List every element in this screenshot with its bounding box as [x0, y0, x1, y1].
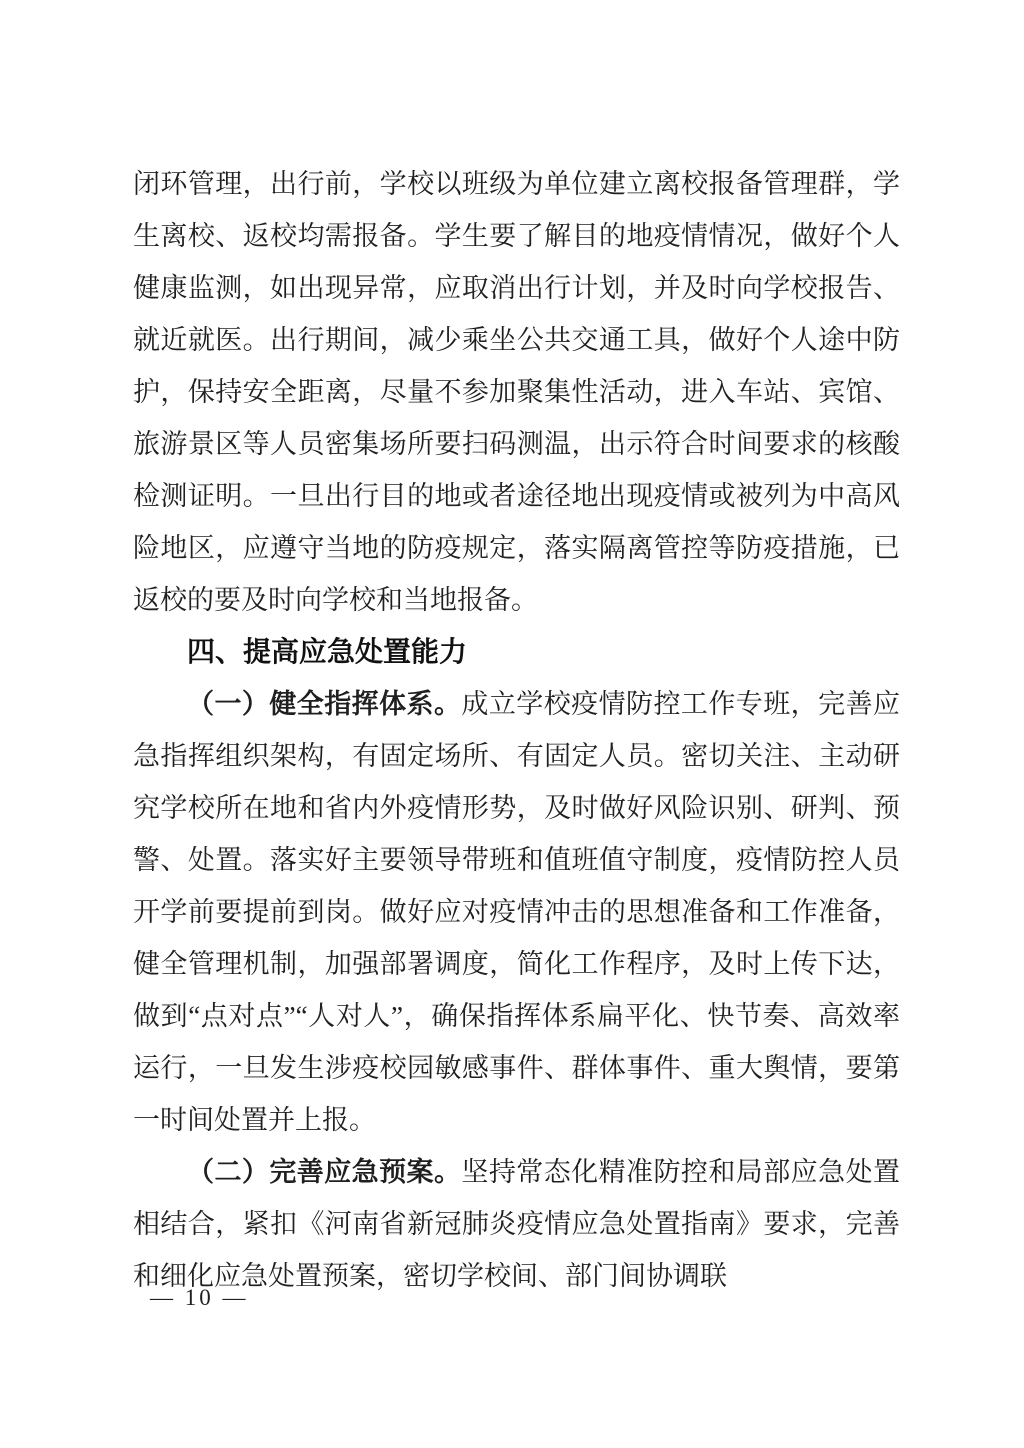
page-number: — 10 — [150, 1285, 249, 1310]
paragraph-lead-label: （一）健全指挥体系。 [187, 689, 462, 719]
paragraph-emergency-plan [133, 1146, 900, 1302]
section-heading-emergency-response: 四、提高应急处置能力 [187, 636, 468, 667]
paragraph-travel-management: 闭环管理，出行前，学校以班级为单位建立离校报备管理群，学生离校、返校均需报备。学生要了解目的地疫情情况，做好个人健康监测，如出现异常，应取消出行计划，并及时向学校报告、就近就医。出行期间，减少乘坐公共交通工具，做好个人途中防护，保持安全距离，尽量不参加聚集性活动，进入车站、宾馆、旅游景区等人员密集场所要扫码测温，出示符合时间要求的核酸检测证明。一旦出行目的地或者途径地出现疫情或被列为中高风险地区，应遵守当地的防疫规定，落实隔离管控等防疫措施，已返校的要及时向学校和当地报备。 [133, 169, 900, 615]
paragraph-command-system [133, 678, 900, 1146]
paragraph-lead-label: （二）完善应急预案。 [187, 1157, 462, 1187]
paragraph-text: 成立学校疫情防控工作专班，完善应急指挥组织架构，有固定场所、有固定人员。密切关注、主动研究学校所在地和省内外疫情形势，及时做好风险识别、研判、预警、处置。落实好主要领导带班和值班值守制度，疫情防控人员开学前要提前到岗。做好应对疫情冲击的思想准备和工作准备，健全管理机制，加强部署调度，简化工作程序，及时上传下达，做到“点对点”“人对人”，确保指挥体系扁平化、快节奏、高效率运行，一旦发生涉疫校园敏感事件、群体事件、重大舆情，要第一时间处置并上报。 [133, 689, 901, 1135]
paragraph-text: 坚持常态化精准防控和局部应急处置相结合，紧扣《河南省新冠肺炎疫情应急处置指南》要求，完善和细化应急处置预案，密切学校间、部门间协调联 [133, 1157, 901, 1291]
document-body [133, 158, 900, 1302]
